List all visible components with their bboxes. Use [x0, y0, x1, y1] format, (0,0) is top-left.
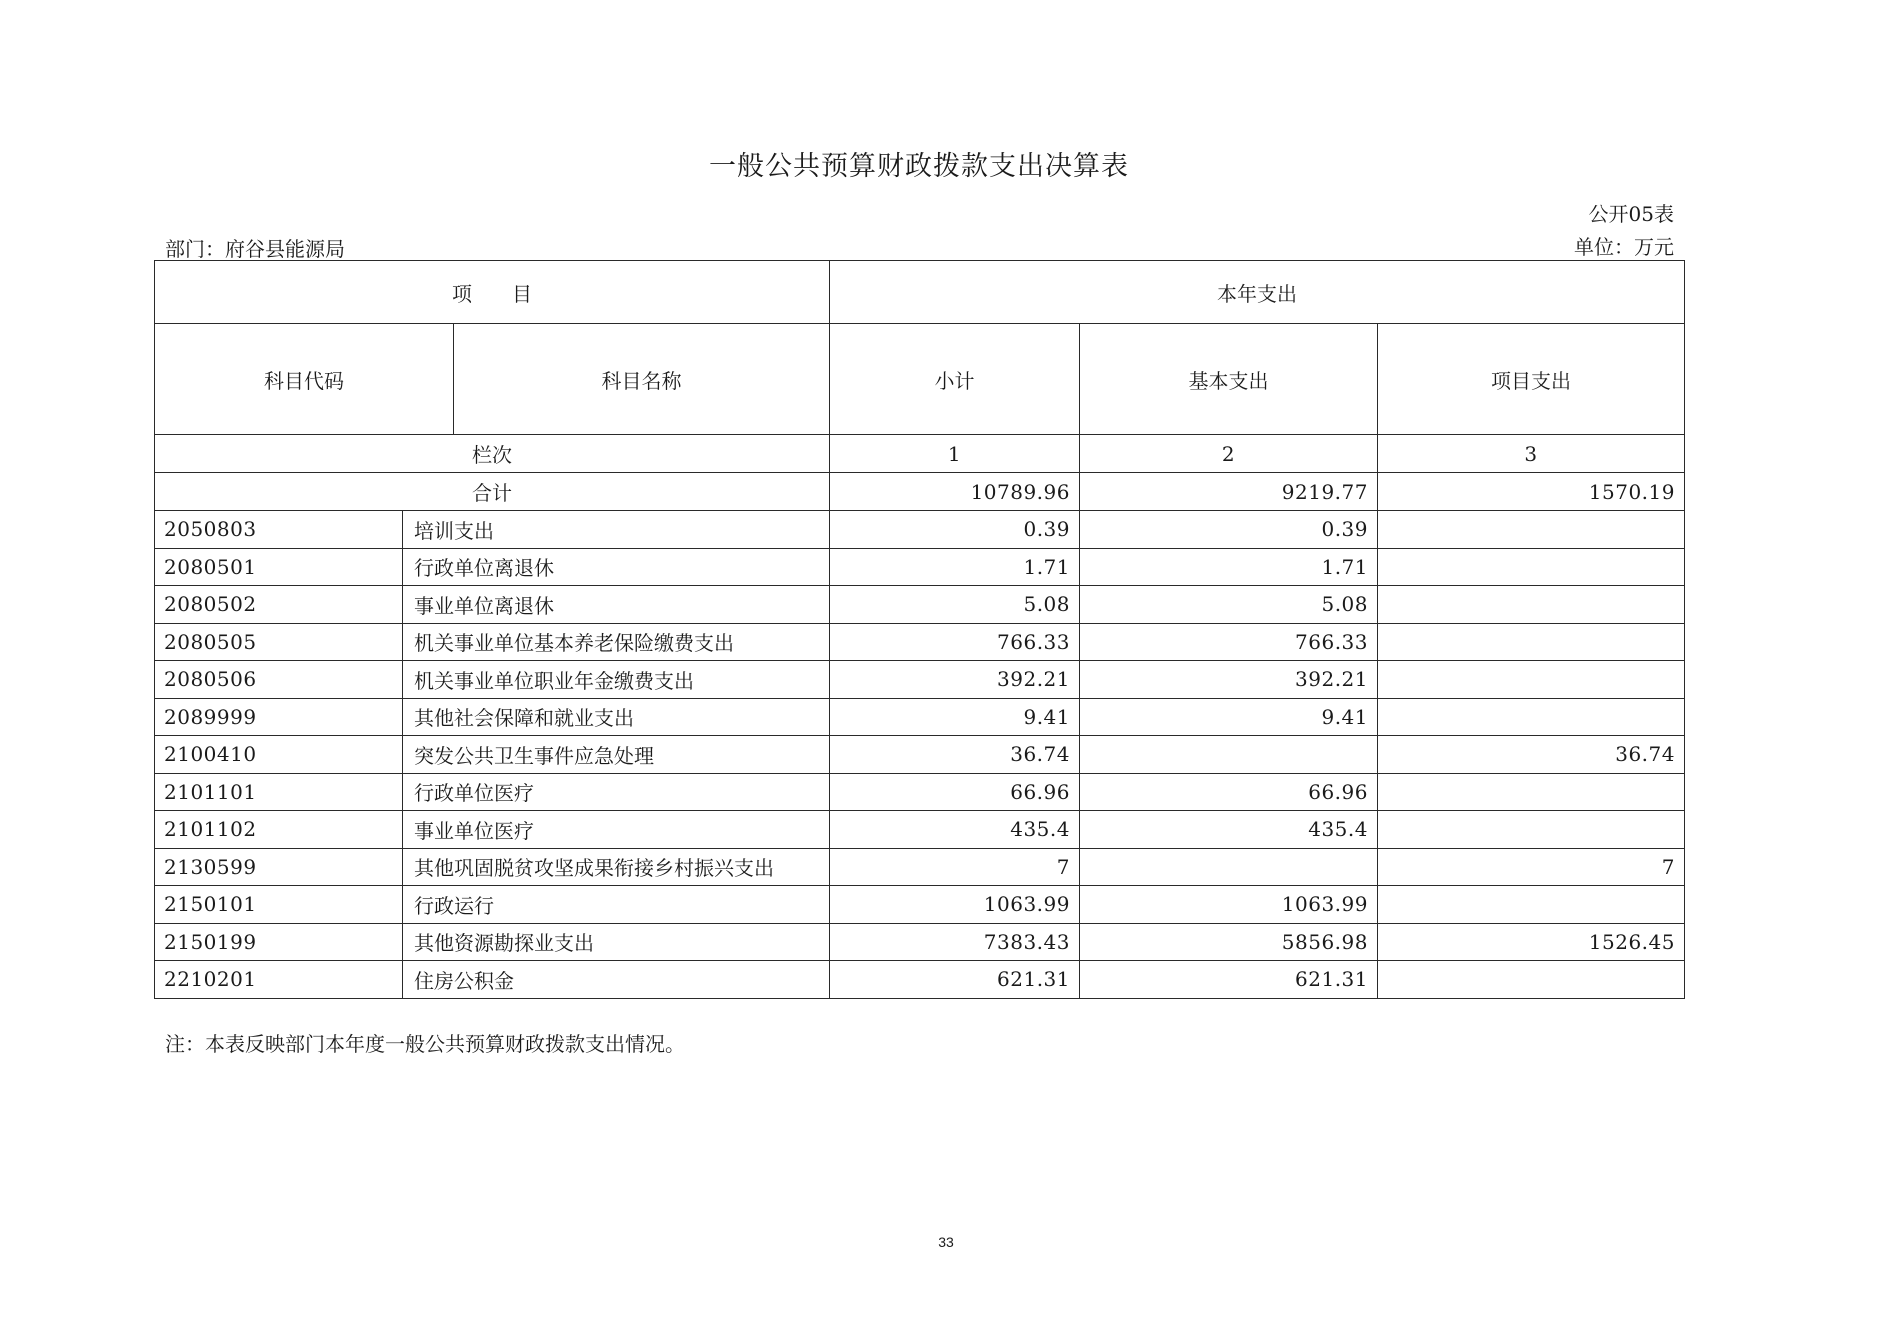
row-code: 2130599	[155, 848, 403, 886]
row-name: 行政单位医疗	[403, 773, 830, 811]
row-basic: 9.41	[1080, 698, 1378, 736]
row-subtotal: 7	[830, 848, 1080, 886]
header-row-columns	[155, 324, 1685, 435]
row-code: 2080502	[155, 586, 403, 624]
column-index-1: 1	[830, 435, 1080, 473]
table-row	[155, 811, 1685, 849]
row-name: 其他巩固脱贫攻坚成果衔接乡村振兴支出	[403, 848, 830, 886]
row-code: 2089999	[155, 698, 403, 736]
form-number: 公开05表	[1588, 202, 1674, 226]
row-code: 2080505	[155, 623, 403, 661]
row-basic	[1080, 848, 1378, 886]
column-index-row	[155, 435, 1685, 473]
column-index-3: 3	[1378, 435, 1685, 473]
row-project	[1378, 661, 1685, 699]
row-subtotal: 766.33	[830, 623, 1080, 661]
table-row	[155, 548, 1685, 586]
row-project	[1378, 961, 1685, 999]
row-subtotal: 392.21	[830, 661, 1080, 699]
row-project	[1378, 623, 1685, 661]
row-basic: 5856.98	[1080, 923, 1378, 961]
table-row	[155, 848, 1685, 886]
row-name: 培训支出	[403, 511, 830, 549]
row-basic: 621.31	[1080, 961, 1378, 999]
row-code: 2210201	[155, 961, 403, 999]
row-subtotal: 36.74	[830, 736, 1080, 774]
row-name: 行政运行	[403, 886, 830, 924]
header-subtotal: 小计	[830, 324, 1080, 435]
row-project: 7	[1378, 848, 1685, 886]
row-project: 36.74	[1378, 736, 1685, 774]
row-subtotal: 1063.99	[830, 886, 1080, 924]
row-basic: 1063.99	[1080, 886, 1378, 924]
row-subtotal: 9.41	[830, 698, 1080, 736]
header-name: 科目名称	[454, 324, 830, 435]
table-row	[155, 923, 1685, 961]
row-basic: 1.71	[1080, 548, 1378, 586]
total-subtotal: 10789.96	[830, 473, 1080, 511]
row-basic	[1080, 736, 1378, 774]
row-subtotal: 435.4	[830, 811, 1080, 849]
row-basic: 0.39	[1080, 511, 1378, 549]
row-basic: 66.96	[1080, 773, 1378, 811]
row-subtotal: 66.96	[830, 773, 1080, 811]
row-code: 2101102	[155, 811, 403, 849]
row-project	[1378, 886, 1685, 924]
table-row	[155, 586, 1685, 624]
row-subtotal: 7383.43	[830, 923, 1080, 961]
row-subtotal: 0.39	[830, 511, 1080, 549]
row-name: 行政单位离退休	[403, 548, 830, 586]
row-name: 其他资源勘探业支出	[403, 923, 830, 961]
table-row	[155, 736, 1685, 774]
row-basic: 392.21	[1080, 661, 1378, 699]
row-name: 事业单位医疗	[403, 811, 830, 849]
header-project: 项目支出	[1378, 324, 1685, 435]
row-project	[1378, 586, 1685, 624]
table-row	[155, 511, 1685, 549]
header-code: 科目代码	[155, 324, 454, 435]
table-row	[155, 623, 1685, 661]
row-code: 2050803	[155, 511, 403, 549]
row-name: 其他社会保障和就业支出	[403, 698, 830, 736]
unit-label: 单位：万元	[1574, 235, 1674, 259]
table-row	[155, 961, 1685, 999]
table-row	[155, 698, 1685, 736]
expenditure-table	[154, 260, 1685, 999]
total-project: 1570.19	[1378, 473, 1685, 511]
row-code: 2080501	[155, 548, 403, 586]
column-index-2: 2	[1080, 435, 1378, 473]
row-code: 2100410	[155, 736, 403, 774]
row-code: 2101101	[155, 773, 403, 811]
row-name: 事业单位离退休	[403, 586, 830, 624]
row-name: 突发公共卫生事件应急处理	[403, 736, 830, 774]
header-current-year: 本年支出	[830, 261, 1685, 324]
row-project	[1378, 511, 1685, 549]
row-code: 2080506	[155, 661, 403, 699]
row-code: 2150199	[155, 923, 403, 961]
row-subtotal: 5.08	[830, 586, 1080, 624]
total-label: 合计	[155, 473, 830, 511]
column-index-label: 栏次	[155, 435, 830, 473]
page-title: 一般公共预算财政拨款支出决算表	[709, 151, 1129, 182]
row-project: 1526.45	[1378, 923, 1685, 961]
row-basic: 766.33	[1080, 623, 1378, 661]
row-name: 住房公积金	[403, 961, 830, 999]
row-basic: 435.4	[1080, 811, 1378, 849]
table-row	[155, 886, 1685, 924]
table-note: 注：本表反映部门本年度一般公共预算财政拨款支出情况。	[165, 1032, 685, 1056]
row-project	[1378, 773, 1685, 811]
row-project	[1378, 548, 1685, 586]
row-name: 机关事业单位职业年金缴费支出	[403, 661, 830, 699]
header-row-top	[155, 261, 1685, 324]
page-number: 33	[938, 1234, 954, 1250]
row-subtotal: 1.71	[830, 548, 1080, 586]
row-name: 机关事业单位基本养老保险缴费支出	[403, 623, 830, 661]
row-project	[1378, 698, 1685, 736]
total-row	[155, 473, 1685, 511]
row-project	[1378, 811, 1685, 849]
total-basic: 9219.77	[1080, 473, 1378, 511]
header-basic: 基本支出	[1080, 324, 1378, 435]
table-row	[155, 773, 1685, 811]
row-basic: 5.08	[1080, 586, 1378, 624]
department-label: 部门：府谷县能源局	[165, 237, 345, 261]
row-subtotal: 621.31	[830, 961, 1080, 999]
table-row	[155, 661, 1685, 699]
row-code: 2150101	[155, 886, 403, 924]
header-item: 项 目	[155, 261, 830, 324]
